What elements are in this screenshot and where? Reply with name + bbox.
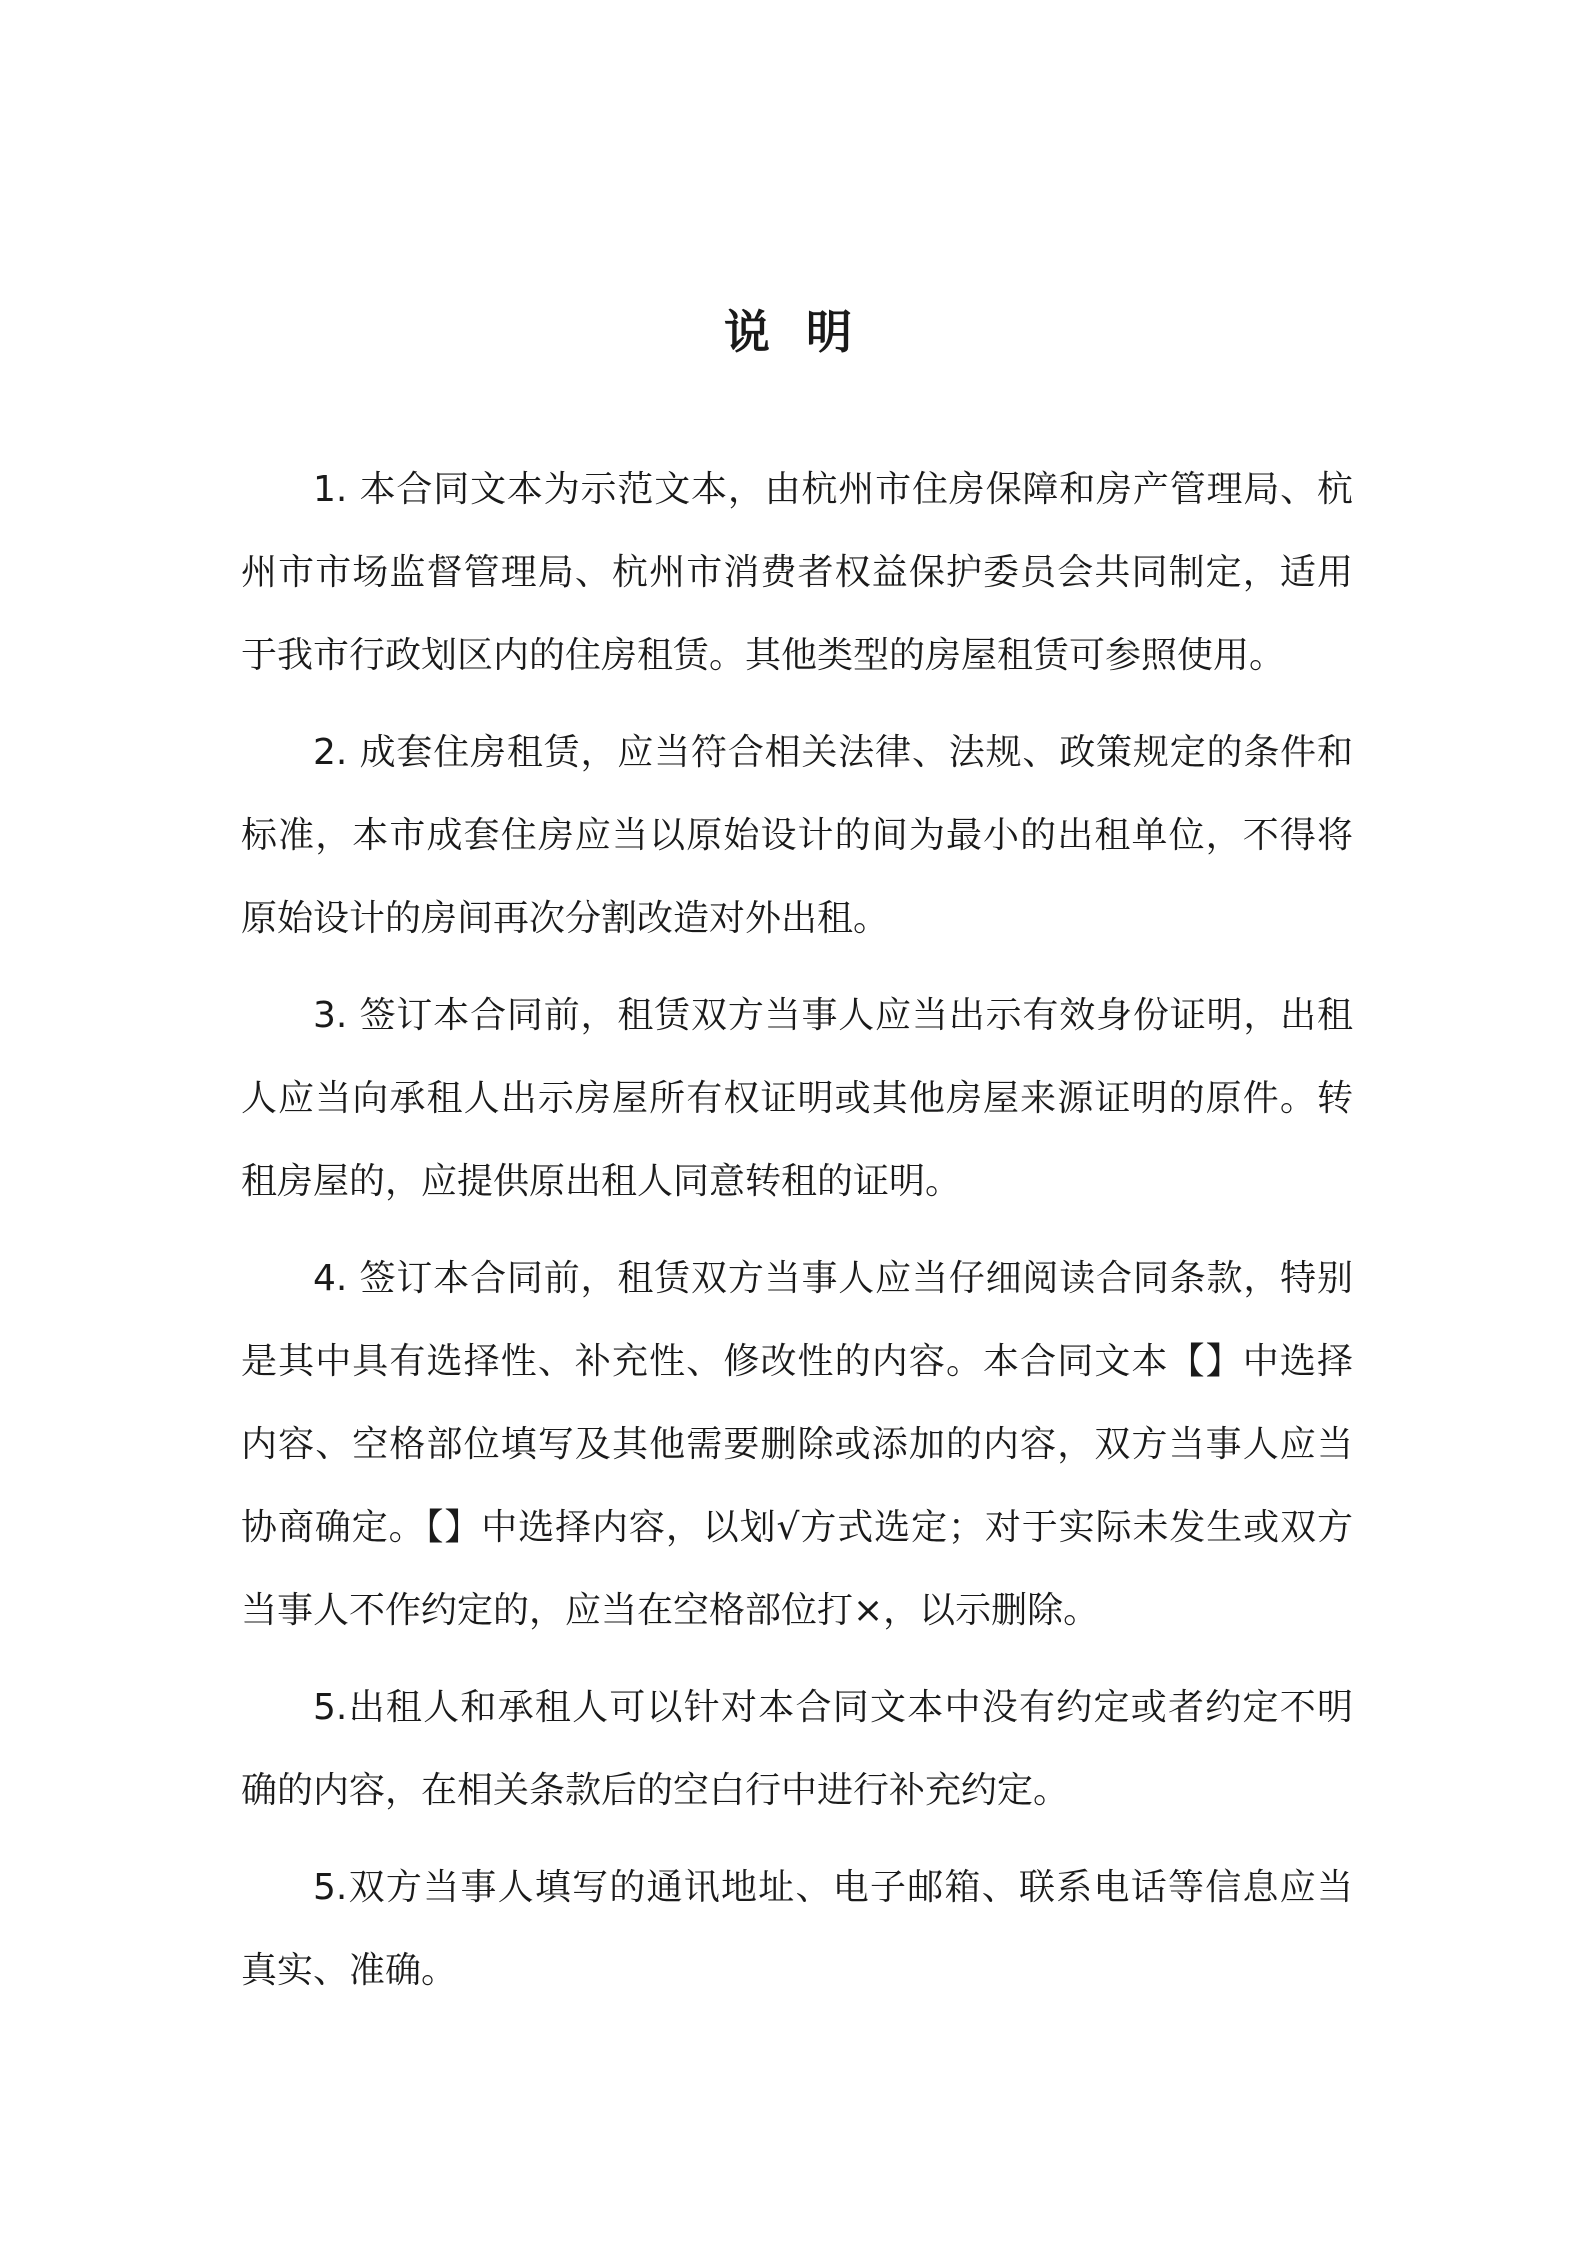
- instruction-paragraph-6: 5.双方当事人填写的通讯地址、电子邮箱、联系电话等信息应当真实、准确。: [241, 1867, 1353, 1991]
- instruction-paragraph-5: 5.出租人和承租人可以针对本合同文本中没有约定或者约定不明确的内容，在相关条款后的空白行中进行补充约定。: [241, 1687, 1353, 1811]
- page-title: 说 明: [723, 305, 862, 359]
- instruction-paragraph-4: 4. 签订本合同前，租赁双方当事人应当仔细阅读合同条款，特别是其中具有选择性、补充性、修改性的内容。本合同文本【】中选择内容、空格部位填写及其他需要删除或添加的内容，双方当事人应当协商确定。【】中选择内容，以划√方式选定；对于实际未发生或双方当事人不作约定的，应当在空格部位打×，以示删除。: [241, 1258, 1353, 1631]
- instructions-body: [241, 448, 1353, 2026]
- instruction-paragraph-3: 3. 签订本合同前，租赁双方当事人应当出示有效身份证明，出租人应当向承租人出示房屋所有权证明或其他房屋来源证明的原件。转租房屋的，应提供原出租人同意转租的证明。: [241, 995, 1353, 1202]
- instruction-paragraph-1: 1. 本合同文本为示范文本，由杭州市住房保障和房产管理局、杭州市市场监督管理局、杭州市消费者权益保护委员会共同制定，适用于我市行政划区内的住房租赁。其他类型的房屋租赁可参照使用。: [241, 469, 1353, 676]
- instruction-paragraph-2: 2. 成套住房租赁，应当符合相关法律、法规、政策规定的条件和标准，本市成套住房应当以原始设计的间为最小的出租单位，不得将原始设计的房间再次分割改造对外出租。: [241, 732, 1353, 939]
